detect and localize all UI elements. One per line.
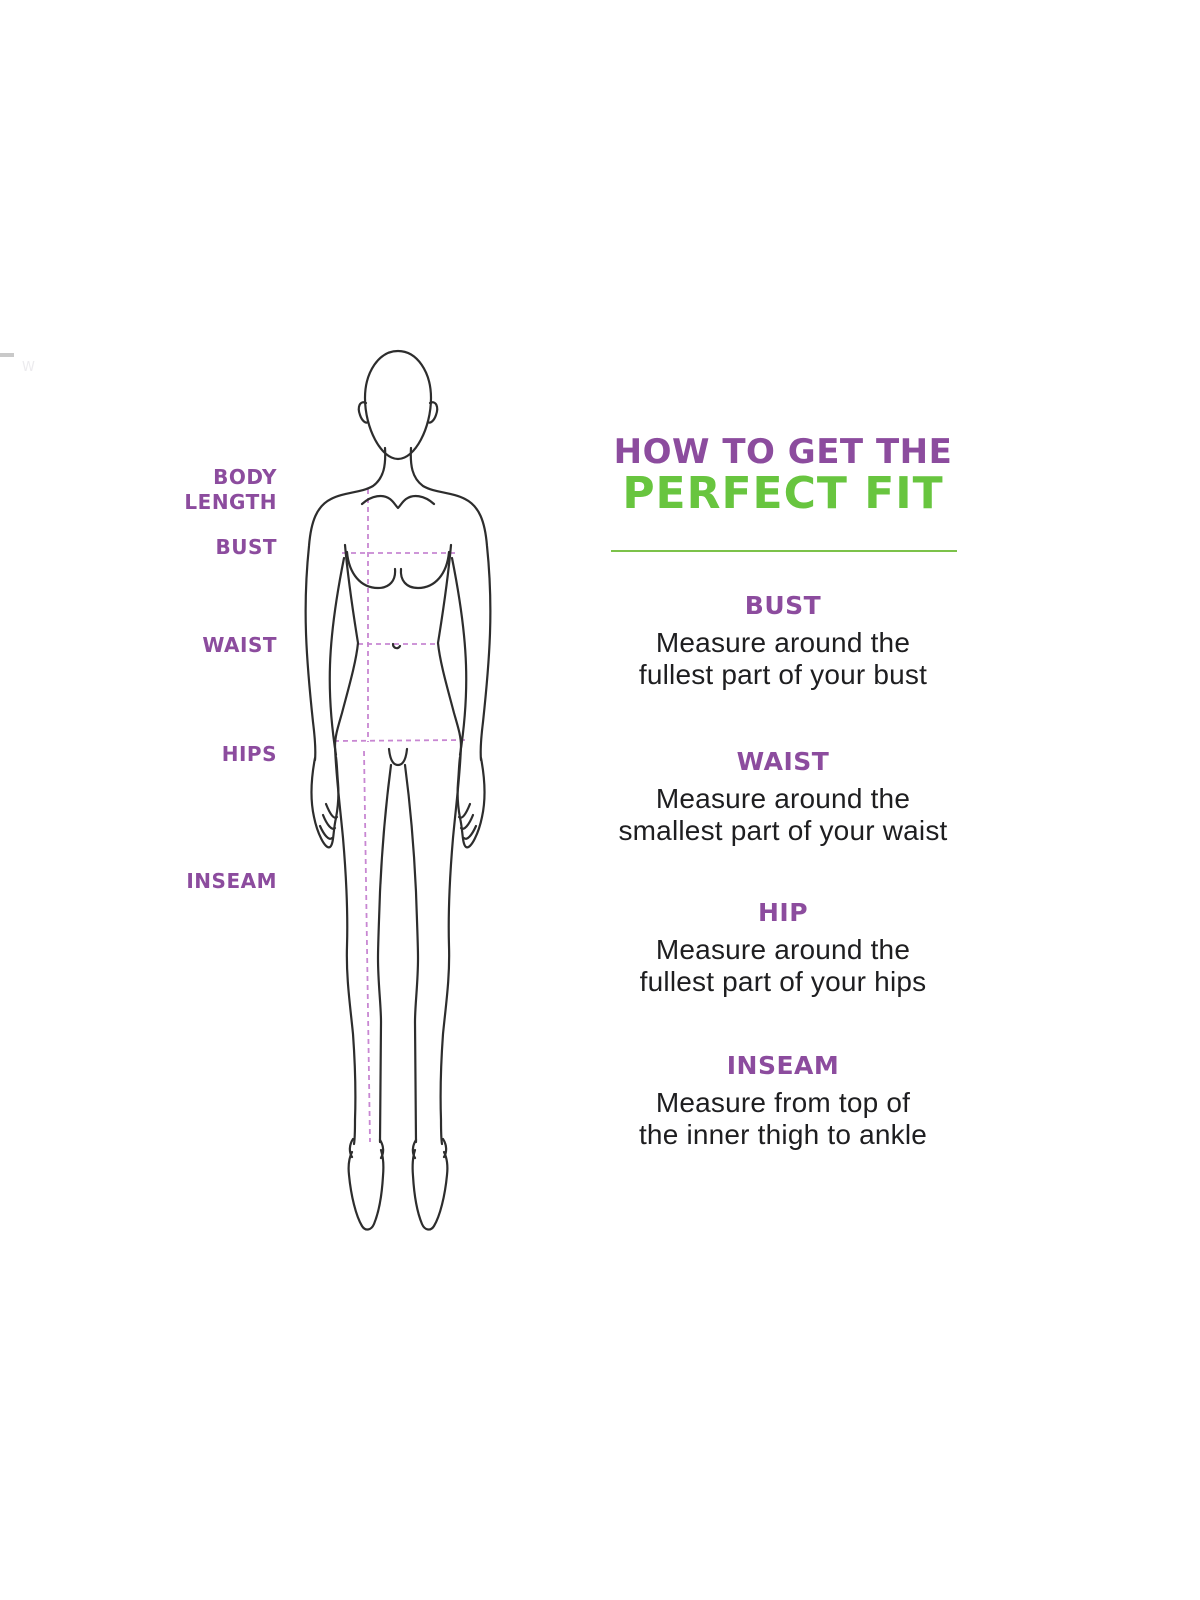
- label-body-length: [60, 465, 277, 515]
- section-waist-heading: WAIST: [736, 747, 830, 776]
- title-line-2: PERFECT FIT: [622, 468, 944, 519]
- hips-guide-line: [334, 740, 466, 741]
- label-inseam: INSEAM: [186, 869, 277, 893]
- section-inseam-heading: INSEAM: [726, 1051, 840, 1080]
- section-bust-heading: BUST: [744, 591, 822, 620]
- head-outline: [365, 351, 431, 459]
- label-waist: WAIST: [202, 633, 277, 657]
- body-outline: [306, 351, 491, 1230]
- section-waist: [588, 747, 978, 847]
- inner-arm-line: [330, 558, 344, 755]
- title-divider-line: [611, 550, 957, 552]
- section-inseam-text-line2: the inner thigh to ankle: [638, 1119, 928, 1150]
- section-hip-text-line1: Measure around the: [655, 934, 911, 965]
- section-bust: [588, 591, 978, 691]
- section-hip: [588, 898, 978, 998]
- section-waist-text-line1: Measure around the: [655, 783, 911, 814]
- inner-leg-line: [378, 765, 391, 1142]
- foot-outline: [349, 1150, 384, 1230]
- title-line-1: HOW TO GET THE: [613, 432, 953, 472]
- inseam-guide-line: [364, 751, 370, 1142]
- label-bust: BUST: [215, 535, 277, 559]
- section-waist-text-line2: smallest part of your waist: [618, 815, 948, 846]
- label-hips: HIPS: [221, 742, 277, 766]
- label-body-length-line2: LENGTH: [184, 490, 277, 514]
- neck-shoulder-outer-arm: [306, 448, 386, 760]
- crotch-curve: [389, 749, 407, 765]
- section-inseam: [588, 1051, 978, 1151]
- right-breast-curve: [401, 552, 449, 588]
- section-hip-heading: HIP: [757, 898, 809, 927]
- section-inseam-text-line1: Measure from top of: [655, 1087, 911, 1118]
- faint-edge-artifact: W: [22, 360, 35, 375]
- section-hip-text-line2: fullest part of your hips: [639, 966, 927, 997]
- section-bust-text-line1: Measure around the: [655, 627, 911, 658]
- section-bust-text-line2: fullest part of your bust: [638, 659, 928, 690]
- collarbone-line: [362, 496, 434, 508]
- left-breast-curve: [347, 552, 395, 588]
- body-half-outline-mirrored: [405, 448, 490, 1230]
- label-body-length-line1: BODY: [213, 465, 277, 489]
- body-half-outline: [306, 448, 391, 1230]
- page-title: [588, 433, 978, 517]
